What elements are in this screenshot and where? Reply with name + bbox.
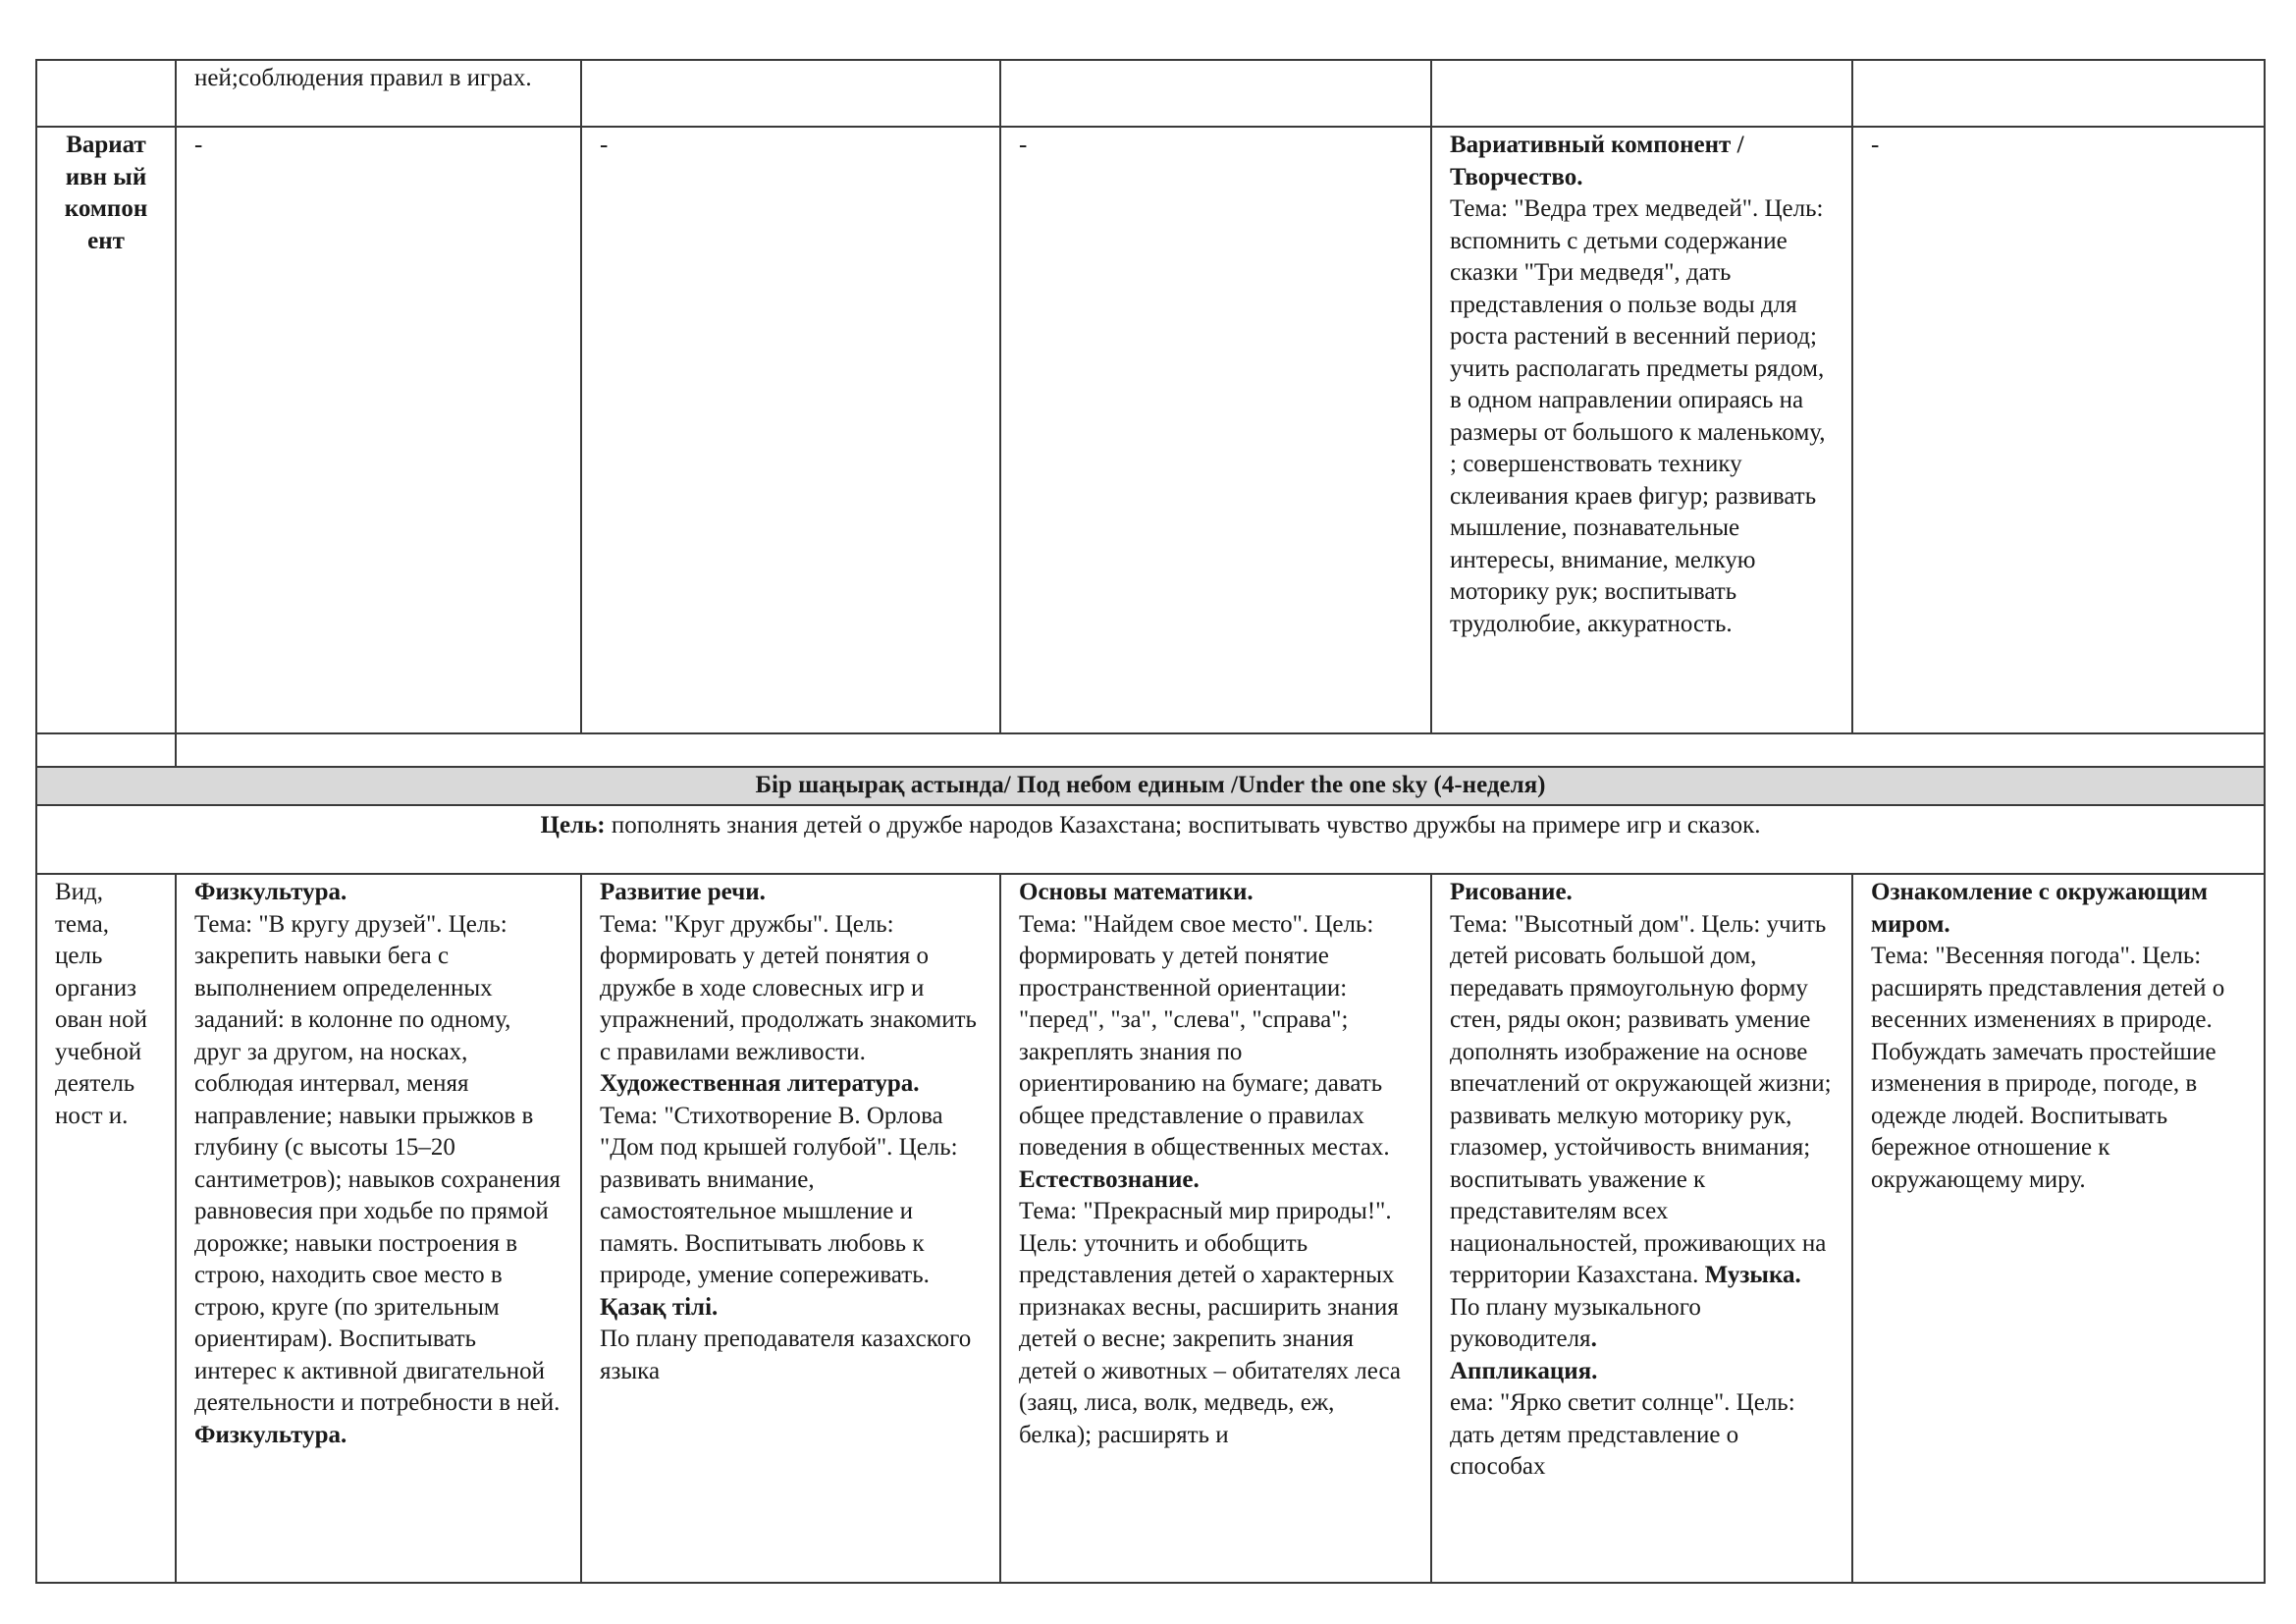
cell-title: Физкультура.	[194, 1421, 347, 1448]
table-row	[36, 60, 2265, 127]
goal-row	[36, 805, 2265, 874]
cell-text: Тема: "Ведра трех медведей". Цель: вспомнить с детьми содержание сказки "Три медведя", дать представления о пользе воды для роста растений в весенний период; учить располагать предметы рядом, в одном направлении опираясь на размеры от большого к маленькому, ; совершенствовать технику склеивания краев фигур; развивать мышление, познавательные интересы, внимание, мелкую моторику рук; воспитывать трудолюбие, аккуратность.	[1450, 195, 1826, 637]
goal-text: пополнять знания детей о дружбе народов Казахстана; воспитывать чувство дружбы на примере игр и сказок.	[605, 812, 1761, 839]
cell-title: Развитие речи.	[600, 879, 766, 905]
cell-title: Ознакомление с окружающим миром.	[1871, 879, 2209, 938]
cell-title: Музыка.	[1704, 1262, 1801, 1288]
table-row-empty	[36, 733, 2265, 767]
cell-title: Рисование.	[1450, 879, 1573, 905]
activity-cell-world	[1852, 874, 2265, 1583]
row-label-activities: Вид, тема, цель организ ован ной учебной деятель ност и.	[36, 874, 176, 1583]
table-cell: -	[1852, 127, 2265, 733]
table-cell-variative-creativity	[1431, 127, 1852, 733]
goal-label: Цель:	[540, 812, 606, 839]
table-cell	[1000, 60, 1431, 127]
cell-text-main: Тема: "Высотный дом". Цель: учить детей рисовать большой дом, передавать прямоугольную форму стен, ряды окон; развивать умение дополнять изображение на основе впечатлений от окружающей жизни; развивать мелкую моторику рук, глазомер, устойчивость внимания; воспитывать уважение к представителям всех национальностей, проживающих на территории Казахстана.	[1450, 910, 1832, 1288]
cell-text: По плану преподавателя казахского языка	[600, 1326, 972, 1384]
cell-dot: .	[1590, 1326, 1597, 1352]
table-cell	[1852, 60, 2265, 127]
table-cell	[176, 733, 2265, 767]
cell-title: Қазақ тілі.	[600, 1293, 719, 1321]
table-cell	[1431, 60, 1852, 127]
table-row-variative	[36, 127, 2265, 733]
cell-text: Тема: "Прекрасный мир природы!". Цель: уточнить и обобщить представления детей о характерных признаках весны, расширить знания детей о весне; закрепить знания детей о животных – обитателях леса (заяц, лиса, волк, медведь, еж, белка); расширять и	[1019, 1198, 1401, 1448]
cell-title: Вариативный компонент / Творчество.	[1450, 132, 1744, 190]
cell-text	[1450, 909, 1834, 1292]
cell-text: Тема: "Круг дружбы". Цель: формировать у детей понятия о дружбе в ходе словесных игр и упражнений, продолжать знакомить с правилами вежливости.	[600, 910, 977, 1065]
activity-cell-speech	[581, 874, 1000, 1583]
cell-title: Основы математики.	[1019, 879, 1254, 905]
cell-title: Художественная литература.	[600, 1070, 920, 1097]
cell-title: Естествознание.	[1019, 1165, 1200, 1193]
activity-cell-drawing	[1431, 874, 1852, 1583]
cell-text: По плану музыкального руководителя	[1450, 1293, 1701, 1352]
table-cell: ней;соблюдения правил в играх.	[176, 60, 581, 127]
cell-title: Физкультура.	[194, 879, 347, 905]
activity-cell-math	[1000, 874, 1431, 1583]
activity-cell-pe	[176, 874, 581, 1583]
table-cell: -	[176, 127, 581, 733]
table-cell	[581, 60, 1000, 127]
table-cell	[36, 60, 176, 127]
table-cell: -	[581, 127, 1000, 733]
cell-text: Тема: "Весенняя погода". Цель: расширять представления детей о весенних изменениях в природе. Побуждать замечать простейшие изменения в природе, погоде, в одежде людей. Воспитывать бережное отношение к окружающему миру.	[1871, 943, 2225, 1193]
cell-text: Тема: "В кругу друзей". Цель: закрепить навыки бега с выполнением определенных заданий: в колонне по одному, друг за другом, на носках, соблюдая интервал, меняя направление; навыки прыжков в глубину (с высоты 15–20 сантиметров); навыков сохранения равновесия при ходьбе по прямой дорожке; навыки построения в строю, находить свое место в строю, круге (по зрительным ориентирам). Воспитывать интерес к активной двигательной деятельности и потребности в ней.	[194, 910, 561, 1416]
week-header-row	[36, 767, 2265, 805]
cell-text: Тема: "Найдем свое место". Цель: формировать у детей понятие пространственной ориентации: "перед", "за", "слева", "справа"; закреплять знания по ориентированию на бумаге; давать общее представление о правилах поведения в общественных местах.	[1019, 910, 1390, 1161]
cell-text: ема: "Ярко светит солнце". Цель: дать детям представление о способах	[1450, 1389, 1795, 1480]
cell-title: Аппликация.	[1450, 1357, 1598, 1384]
goal-cell	[36, 805, 2265, 874]
cell-text: Тема: "Стихотворение В. Орлова "Дом под крышей голубой". Цель: развивать внимание, самостоятельное мышление и память. Воспитывать любовь к природе, умение сопереживать.	[600, 1102, 958, 1288]
activities-row	[36, 874, 2265, 1583]
table-cell: -	[1000, 127, 1431, 733]
week-title: Бір шаңырақ астында/ Под небом единым /Under the one sky (4-неделя)	[36, 767, 2265, 805]
row-label-variative: Вариат ивн ый компон ент	[36, 127, 176, 733]
weekly-plan-table	[35, 59, 2266, 1584]
table-cell	[36, 733, 176, 767]
